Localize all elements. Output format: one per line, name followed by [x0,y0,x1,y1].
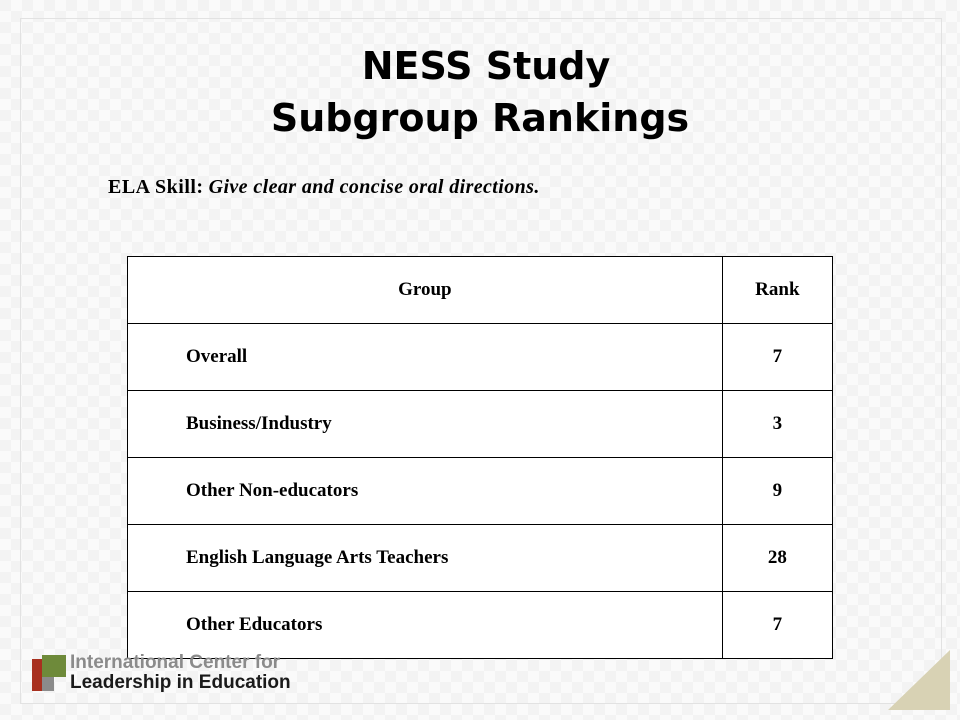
page-curl-corner-icon [888,650,950,710]
table-row [128,458,833,525]
ela-skill-text: Give clear and concise oral directions. [208,176,540,198]
column-header-group: Group [128,257,723,324]
group-cell: English Language Arts Teachers [128,525,723,592]
rank-cell: 7 [722,592,832,659]
title-line-2: Subgroup Rankings [270,96,690,140]
page-title [0,40,960,144]
group-cell: Overall [128,324,723,391]
rank-cell: 3 [722,391,832,458]
group-cell: Other Non-educators [128,458,723,525]
group-cell: Business/Industry [128,391,723,458]
group-cell: Other Educators [128,592,723,659]
ela-skill [108,176,540,199]
logo-line-2: Leadership in Education [70,672,291,693]
rank-cell: 9 [722,458,832,525]
table-row [128,391,833,458]
logo-line-1: International Center for [70,652,281,673]
rankings-table-container [127,256,833,659]
title-line-1: NESS Study [361,44,611,88]
rank-cell: 28 [722,525,832,592]
rankings-table [127,256,833,659]
icle-logo [32,652,332,695]
table-row [128,324,833,391]
table-row [128,525,833,592]
logo-text [70,653,291,693]
table-header-row [128,257,833,324]
table-row [128,592,833,659]
logo-mark-icon [32,655,66,691]
rank-cell: 7 [722,324,832,391]
ela-skill-label: ELA Skill: [108,176,204,198]
column-header-rank: Rank [722,257,832,324]
